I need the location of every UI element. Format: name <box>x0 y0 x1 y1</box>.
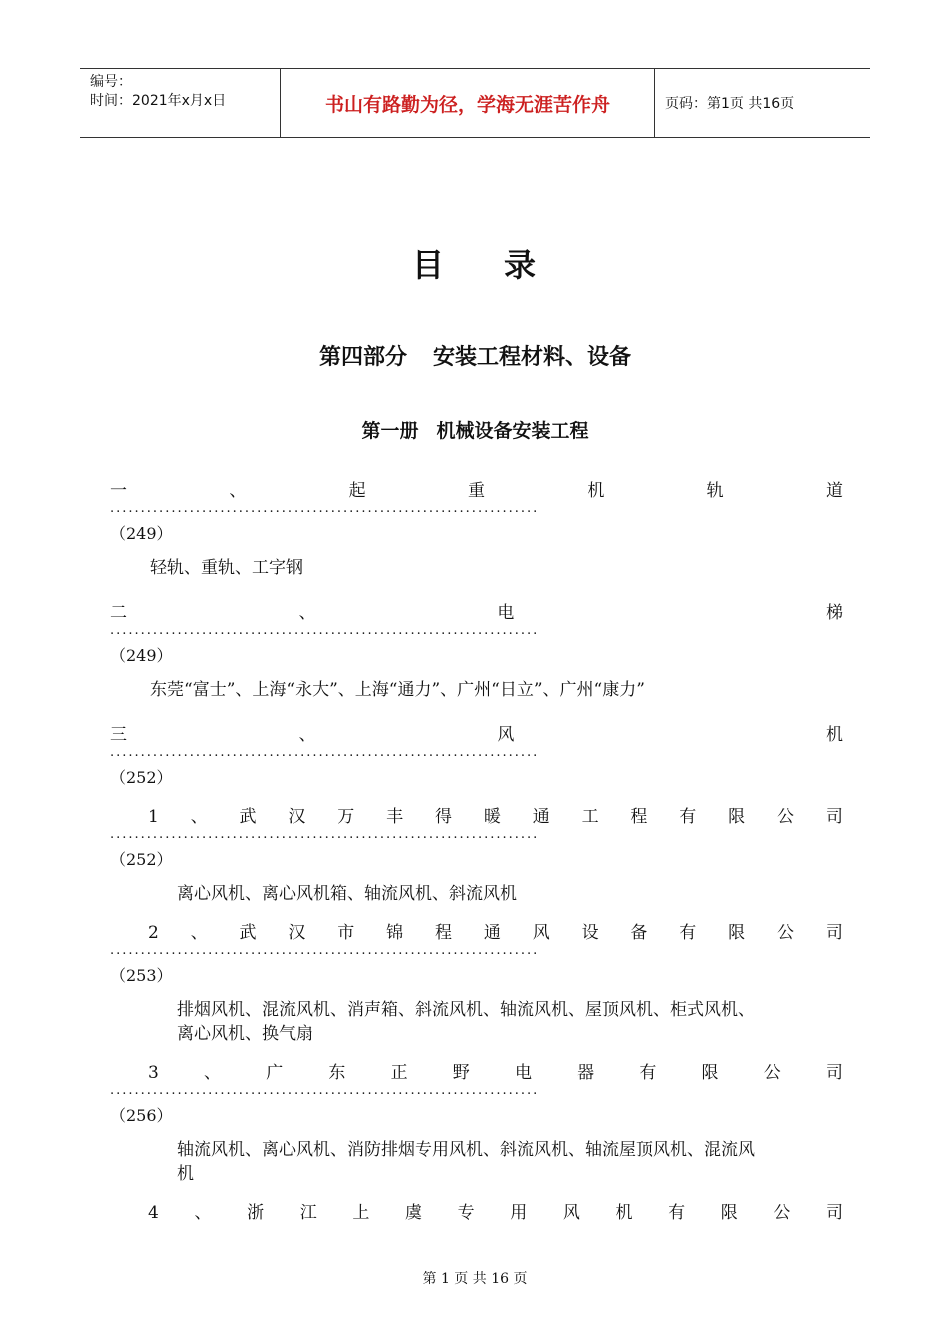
volume-heading <box>0 416 950 443</box>
toc-char: 、 <box>204 1063 222 1083</box>
toc-entry-elevator[interactable] <box>110 600 843 702</box>
toc-char: 有 <box>679 923 697 943</box>
toc-char: 、 <box>229 481 247 501</box>
toc-entry-title <box>110 1060 843 1086</box>
toc-char: 、 <box>298 603 316 623</box>
toc-char: 梯 <box>825 603 843 623</box>
toc-char: 得 <box>434 807 452 827</box>
toc-char: 司 <box>825 923 843 943</box>
toc-char: 电 <box>497 603 515 623</box>
title-char-2: 录 <box>504 246 539 284</box>
toc-leader-dots: ...................................................................... <box>110 946 540 958</box>
toc-entry-desc: 轻轨、重轨、工字钢 <box>150 558 303 578</box>
toc-char: 东 <box>328 1063 346 1083</box>
toc-char: 设 <box>581 923 599 943</box>
toc-char: 、 <box>190 923 208 943</box>
toc-char: 汉 <box>288 807 306 827</box>
toc-char: 公 <box>777 923 794 943</box>
toc-char: 二 <box>110 603 127 623</box>
toc-entry-desc-line-2: 机 <box>177 1164 194 1184</box>
toc-char: 司 <box>825 1203 843 1223</box>
toc-char: 风 <box>497 725 515 745</box>
toc-char: 程 <box>630 807 648 827</box>
toc-char: 正 <box>390 1063 408 1083</box>
toc-char: 机 <box>825 725 843 745</box>
toc-page-number: （249） <box>110 524 173 543</box>
header-page-info: 页码：第1页 共16页 <box>665 96 795 112</box>
toc-char: 浙 <box>247 1203 265 1223</box>
toc-char: 工 <box>581 807 599 827</box>
toc-char: 起 <box>348 481 366 501</box>
toc-char: 、 <box>298 725 316 745</box>
toc-page-number: （256） <box>110 1106 173 1125</box>
toc-page-number: （252） <box>110 850 173 869</box>
toc-char: 三 <box>110 725 127 745</box>
toc-char: 风 <box>562 1203 580 1223</box>
page-footer: 第 1 页 共 16 页 <box>422 1271 528 1287</box>
part-prefix: 第四部分 <box>318 345 407 370</box>
toc-char: 公 <box>763 1063 781 1083</box>
toc-char: 、 <box>190 807 208 827</box>
toc-leader-dots: ...................................................................... <box>110 504 540 516</box>
toc-char: 司 <box>825 807 843 827</box>
toc-entry-fan[interactable] <box>110 722 843 790</box>
toc-entry-title <box>110 478 843 504</box>
toc-char: 用 <box>510 1203 528 1223</box>
toc-char: 专 <box>457 1203 475 1223</box>
toc-char: 道 <box>825 481 843 501</box>
toc-char: 江 <box>299 1203 317 1223</box>
toc-char: 有 <box>639 1063 657 1083</box>
toc-char: 1 <box>148 807 159 827</box>
toc-char: 4 <box>148 1203 159 1223</box>
toc-char: 武 <box>239 923 257 943</box>
toc-leader-dots: ...................................................................... <box>110 1086 540 1098</box>
toc-char: 通 <box>483 923 501 943</box>
page-title <box>0 240 950 286</box>
toc-leader-dots: ...................................................................... <box>110 626 540 638</box>
toc-entry-desc: 离心风机、离心风机箱、轴流风机、斜流风机 <box>177 884 517 904</box>
toc-entry-desc-line-2: 离心风机、换气扇 <box>177 1024 313 1044</box>
toc-char: 、 <box>194 1203 212 1223</box>
toc-char: 汉 <box>288 923 306 943</box>
toc-entry-zhejiang-shangyu[interactable] <box>110 1200 843 1226</box>
toc-entry-title <box>110 722 843 748</box>
toc-char: 武 <box>239 807 257 827</box>
toc-char: 电 <box>514 1063 532 1083</box>
toc-char: 丰 <box>386 807 404 827</box>
toc-char: 限 <box>701 1063 719 1083</box>
toc-char: 2 <box>148 923 159 943</box>
page-header <box>80 68 870 138</box>
toc-char: 通 <box>532 807 550 827</box>
time-label: 时间：2021年x月x日 <box>90 93 227 109</box>
toc-char: 器 <box>577 1063 595 1083</box>
toc-char: 程 <box>434 923 452 943</box>
toc-char: 野 <box>452 1063 470 1083</box>
toc-leader-dots: ...................................................................... <box>110 830 540 842</box>
toc-page-number: （252） <box>110 768 173 787</box>
toc-char: 机 <box>615 1203 633 1223</box>
part-heading <box>0 340 950 371</box>
toc-char: 上 <box>352 1203 370 1223</box>
toc-char: 暖 <box>483 807 501 827</box>
toc-char: 公 <box>773 1203 791 1223</box>
header-motto: 书山有路勤为径，学海无涯苦作舟 <box>281 69 655 137</box>
toc-entry-guangdong-zhengye[interactable] <box>110 1060 843 1186</box>
toc-leader-dots: ...................................................................... <box>110 748 540 760</box>
toc-char: 广 <box>266 1063 284 1083</box>
toc-char: 限 <box>720 1203 738 1223</box>
toc-char: 有 <box>668 1203 686 1223</box>
toc-page-number: （253） <box>110 966 173 985</box>
toc-entry-desc-line-1: 排烟风机、混流风机、消声箱、斜流风机、轴流风机、屋顶风机、柜式风机、 <box>177 1000 755 1020</box>
toc-entry-title <box>110 804 843 830</box>
toc-entry-title <box>110 920 843 946</box>
toc-char: 锦 <box>386 923 404 943</box>
toc-entry-title <box>110 600 843 626</box>
toc-char: 限 <box>728 807 746 827</box>
toc-char: 限 <box>728 923 746 943</box>
toc-page-number: （249） <box>110 646 173 665</box>
toc-entry-crane-rail[interactable] <box>110 478 843 580</box>
volume-name: 机械设备安装工程 <box>436 420 589 442</box>
toc-char: 重 <box>467 481 485 501</box>
toc-char: 公 <box>777 807 794 827</box>
toc-char: 市 <box>337 923 355 943</box>
toc-char: 风 <box>532 923 550 943</box>
toc-char: 机 <box>587 481 605 501</box>
volume-prefix: 第一册 <box>361 420 419 442</box>
toc-entry-title <box>110 1200 843 1226</box>
toc-char: 一 <box>110 481 127 501</box>
toc-char: 轨 <box>706 481 724 501</box>
title-char-1: 目 <box>411 246 446 284</box>
toc-char: 有 <box>679 807 697 827</box>
number-label: 编号： <box>90 74 132 90</box>
toc-char: 备 <box>630 923 648 943</box>
toc-char: 司 <box>825 1063 843 1083</box>
toc-entry-wuhan-jincheng[interactable] <box>110 920 843 1046</box>
toc-char: 3 <box>148 1063 159 1083</box>
header-meta <box>80 69 281 137</box>
toc-entry-desc: 东莞“富士”、上海“永大”、上海“通力”、广州“日立”、广州“康力” <box>150 680 645 700</box>
toc-char: 虞 <box>404 1203 422 1223</box>
part-name: 安装工程材料、设备 <box>433 345 632 370</box>
toc-entry-desc-line-1: 轴流风机、离心风机、消防排烟专用风机、斜流风机、轴流屋顶风机、混流风 <box>177 1140 755 1160</box>
toc-entry-wuhan-wanfengde[interactable] <box>110 804 843 906</box>
toc-char: 万 <box>337 807 355 827</box>
